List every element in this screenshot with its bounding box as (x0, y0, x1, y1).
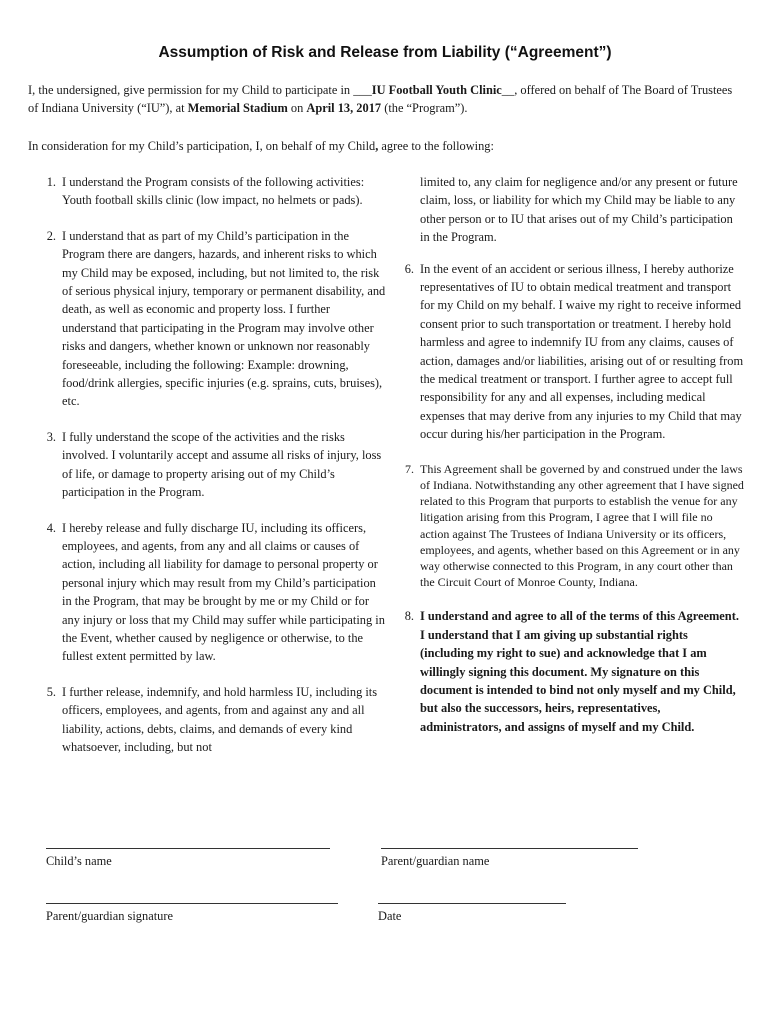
date-line[interactable] (378, 903, 566, 904)
item-text: This Agreement shall be governed by and construed under the laws of Indiana. Notwithstanding any other agreement that I have signed related to this Program that purports to establish the venue for any litigation arising from this Program, I agree that I will file no action against The Trustees of Indiana University or its officers, employees, and agents, whether based on this Agreement or in any way otherwise connected to this Program, in any court other than the Circuit Court of Monroe County, Indiana. (420, 461, 744, 590)
item-text: I further release, indemnify, and hold harmless IU, including its officers, employees, and agents, from and against any and all liability, actions, debts, claims, and demands of every kind whatsoever, including, but not (62, 684, 378, 754)
list-item (394, 260, 744, 444)
parent-signature-label: Parent/guardian signature (46, 909, 173, 923)
program-name: IU Football Youth Clinic (371, 83, 502, 97)
item-number: 3. (46, 429, 56, 444)
item-text: I understand that as part of my Child’s participation in the Program there are dangers, hazards, and inherent risks to which my Child may be exposed, including, but not limited to, the risk of serious physical injury, temporary or permanent disability, and death, as well as economic and property loss. I further understand that participating in the Program may involve other risks and dangers, whether known or unknown nor reasonably foreseeable, including the following: Example: drowning, food/drink allergies, specific injuries (e.g. sprains, cuts, bruises), etc. (62, 228, 386, 409)
intro-text-4: (the “Program”). (381, 101, 468, 115)
item-text: I hereby release and fully discharge IU, including its officers, employees, and agents, from any and all claims or causes of action, including all liability for damage to personal property or personal injury which may result from my Child’s participation in the Program, that may be brought by me or my Child or for any injury or loss that my Child may suffer while participating in the Event, whether caused by negligence or otherwise, to the fullest extent permitted by law. (62, 520, 385, 664)
date-label: Date (378, 909, 402, 923)
list-item (394, 607, 744, 736)
list-item (36, 519, 386, 666)
program-date: April 13, 2017 (306, 101, 382, 115)
intro-paragraph (28, 81, 743, 117)
list-item (394, 461, 744, 591)
intro-text-3: on (287, 101, 307, 115)
list-item (36, 227, 386, 411)
parent-signature-line[interactable] (46, 903, 338, 904)
item-number: 1. (46, 175, 56, 189)
item-text: I fully understand the scope of the activities and the risks involved. I voluntarily accept and assume all risks of injury, loss of life, or damage to property arising out of my Child’s participation in the Program. (62, 429, 382, 500)
list-item (36, 683, 386, 757)
item-number: 5. (46, 684, 56, 699)
consideration-text-a: In consideration for my Child’s participation, I, on behalf of my Child (28, 139, 376, 153)
item-number: 6. (404, 261, 414, 276)
item-number: 4. (46, 520, 56, 535)
consideration-comma: , (375, 139, 379, 153)
right-column (394, 173, 744, 753)
list-item-continued (394, 173, 744, 247)
item-text: I understand and agree to all of the terms of this Agreement. I understand that I am giving up substantial rights (including my right to sue) and acknowledge that I am willingly signing this document. My signature on this document is intended to bind not only myself and my Child, but also the successors, heirs, representatives, administrators, and assigns of myself and my Child. (420, 609, 739, 734)
child-name-line[interactable] (46, 848, 330, 849)
parent-name-line[interactable] (381, 848, 638, 849)
intro-text-1: I, the undersigned, give permission for my Child to participate in ___ (28, 83, 372, 97)
list-item (36, 428, 386, 502)
item-text: limited to, any claim for negligence and/or any present or future claim, loss, or liability for which my Child may be liable to any other person or to IU that arises out of my Child’s participation in the Program. (420, 175, 738, 245)
list-item (36, 173, 386, 210)
consideration-text-b: agree to the following: (378, 139, 494, 153)
left-column (36, 173, 386, 773)
item-text: In the event of an accident or serious illness, I hereby authorize representatives of IU to obtain medical treatment and transport for my Child on my behalf. I waive my right to receive informed consent prior to such transportation or treatment. I hereby hold harmless and agree to indemnify IU from any claims, causes of action, damages and/or liabilities, arising out of or resulting from the medical treatment or transport. I further agree to accept full responsibility for any and all expenses, including medical expenses that may derive from any injuries to my Child that may occur during his/her participation in the Program. (420, 261, 744, 442)
intro-text-2: __, offered on behalf of The Board of Trustees of Indiana University (“IU”), at (28, 83, 733, 115)
venue-name: Memorial Stadium (187, 101, 288, 115)
child-name-label: Child’s name (46, 854, 112, 868)
consideration-paragraph (28, 137, 743, 155)
item-number: 7. (405, 461, 414, 476)
item-number: 2. (46, 228, 56, 243)
document-title: Assumption of Risk and Release from Liability (“Agreement”) (158, 44, 612, 61)
parent-name-label: Parent/guardian name (381, 854, 490, 868)
item-number: 8. (404, 609, 414, 624)
item-text: I understand the Program consists of the following activities: Youth football skills clinic (low impact, no helmets or pads). (62, 175, 365, 208)
